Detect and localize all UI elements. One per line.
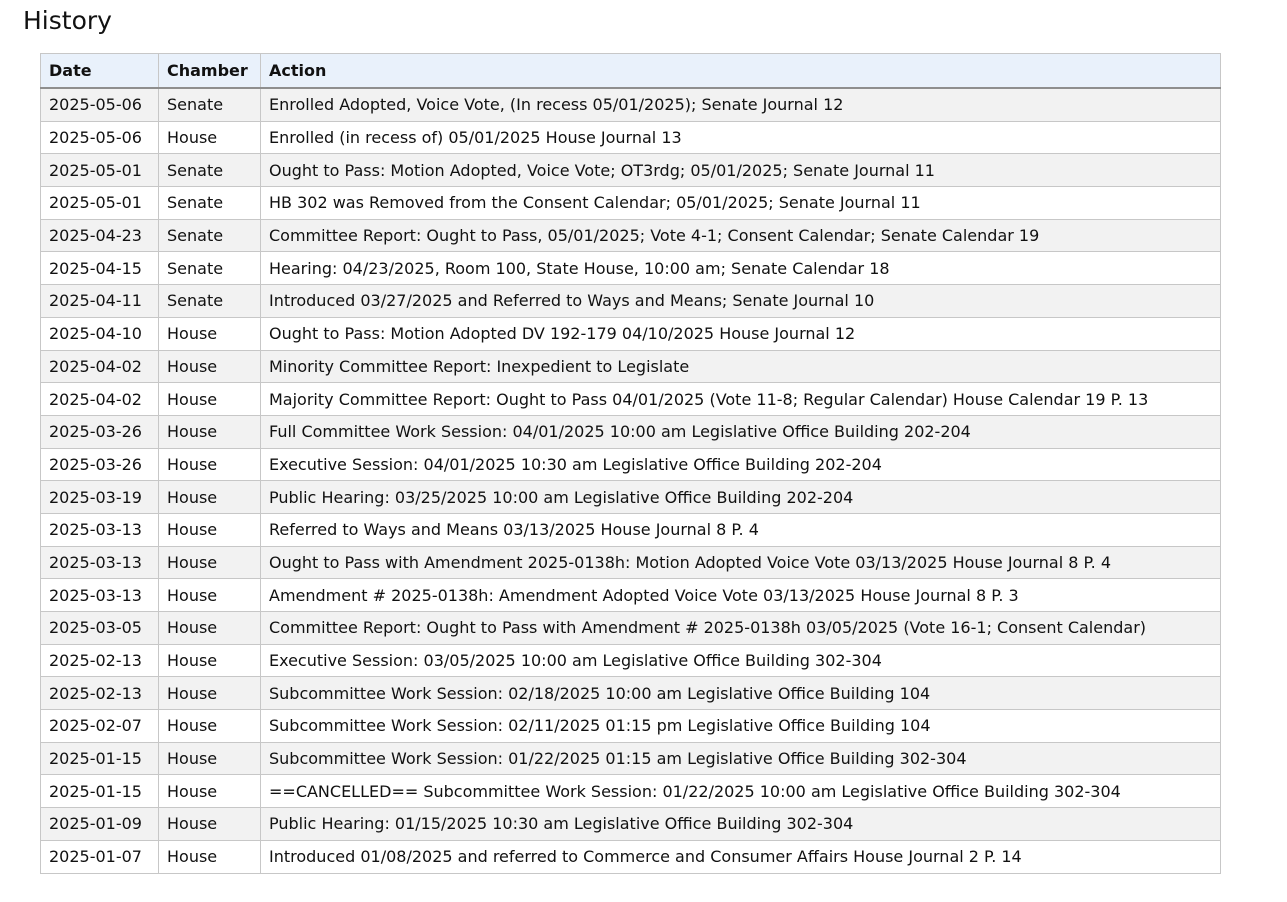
chamber-cell: House	[159, 481, 261, 514]
chamber-cell: House	[159, 546, 261, 579]
date-cell: 2025-01-09	[41, 808, 159, 841]
table-row	[41, 350, 1221, 383]
date-cell: 2025-03-05	[41, 612, 159, 645]
action-cell: Committee Report: Ought to Pass, 05/01/2025; Vote 4-1; Consent Calendar; Senate Calendar 19	[261, 219, 1221, 252]
date-cell: 2025-04-10	[41, 317, 159, 350]
table-header-row	[41, 54, 1221, 89]
table-row	[41, 775, 1221, 808]
page-title: History	[23, 6, 112, 35]
action-cell: Enrolled Adopted, Voice Vote, (In recess 05/01/2025); Senate Journal 12	[261, 88, 1221, 121]
table-row	[41, 546, 1221, 579]
date-cell: 2025-03-13	[41, 513, 159, 546]
date-cell: 2025-02-13	[41, 677, 159, 710]
chamber-cell: House	[159, 383, 261, 416]
table-row	[41, 677, 1221, 710]
chamber-cell: House	[159, 317, 261, 350]
date-cell: 2025-03-26	[41, 415, 159, 448]
date-cell: 2025-02-13	[41, 644, 159, 677]
table-row	[41, 808, 1221, 841]
action-cell: Subcommittee Work Session: 01/22/2025 01:15 am Legislative Office Building 302-304	[261, 742, 1221, 775]
table-row	[41, 154, 1221, 187]
chamber-cell: House	[159, 579, 261, 612]
action-cell: Public Hearing: 03/25/2025 10:00 am Legislative Office Building 202-204	[261, 481, 1221, 514]
action-cell: Minority Committee Report: Inexpedient to Legislate	[261, 350, 1221, 383]
date-cell: 2025-03-13	[41, 546, 159, 579]
action-cell: Executive Session: 04/01/2025 10:30 am Legislative Office Building 202-204	[261, 448, 1221, 481]
chamber-cell: Senate	[159, 285, 261, 318]
action-cell: Introduced 03/27/2025 and Referred to Ways and Means; Senate Journal 10	[261, 285, 1221, 318]
action-cell: Enrolled (in recess of) 05/01/2025 House Journal 13	[261, 121, 1221, 154]
action-cell: Subcommittee Work Session: 02/18/2025 10:00 am Legislative Office Building 104	[261, 677, 1221, 710]
date-cell: 2025-01-15	[41, 742, 159, 775]
table-row	[41, 317, 1221, 350]
chamber-cell: House	[159, 644, 261, 677]
table-row	[41, 187, 1221, 220]
table-row	[41, 644, 1221, 677]
action-cell: HB 302 was Removed from the Consent Calendar; 05/01/2025; Senate Journal 11	[261, 187, 1221, 220]
action-cell: Ought to Pass: Motion Adopted, Voice Vote; OT3rdg; 05/01/2025; Senate Journal 11	[261, 154, 1221, 187]
chamber-cell: House	[159, 612, 261, 645]
column-header-date: Date	[41, 54, 159, 89]
table-row	[41, 513, 1221, 546]
chamber-cell: House	[159, 840, 261, 873]
table-row	[41, 285, 1221, 318]
column-header-action: Action	[261, 54, 1221, 89]
date-cell: 2025-04-11	[41, 285, 159, 318]
table-row	[41, 121, 1221, 154]
date-cell: 2025-01-15	[41, 775, 159, 808]
date-cell: 2025-04-02	[41, 350, 159, 383]
table-row	[41, 252, 1221, 285]
table-row	[41, 612, 1221, 645]
table-row	[41, 448, 1221, 481]
table-row	[41, 840, 1221, 873]
date-cell: 2025-04-02	[41, 383, 159, 416]
chamber-cell: House	[159, 448, 261, 481]
action-cell: Ought to Pass with Amendment 2025-0138h: Motion Adopted Voice Vote 03/13/2025 House Journal 8 P. 4	[261, 546, 1221, 579]
action-cell: Subcommittee Work Session: 02/11/2025 01:15 pm Legislative Office Building 104	[261, 710, 1221, 743]
table-row	[41, 88, 1221, 121]
action-cell: Hearing: 04/23/2025, Room 100, State House, 10:00 am; Senate Calendar 18	[261, 252, 1221, 285]
table-row	[41, 579, 1221, 612]
action-cell: Full Committee Work Session: 04/01/2025 10:00 am Legislative Office Building 202-204	[261, 415, 1221, 448]
column-header-chamber: Chamber	[159, 54, 261, 89]
table-row	[41, 742, 1221, 775]
action-cell: Ought to Pass: Motion Adopted DV 192-179 04/10/2025 House Journal 12	[261, 317, 1221, 350]
date-cell: 2025-05-01	[41, 187, 159, 220]
table-row	[41, 415, 1221, 448]
action-cell: Committee Report: Ought to Pass with Amendment # 2025-0138h 03/05/2025 (Vote 16-1; Consent Calendar)	[261, 612, 1221, 645]
table-row	[41, 383, 1221, 416]
history-table-body	[41, 88, 1221, 873]
chamber-cell: Senate	[159, 154, 261, 187]
date-cell: 2025-05-06	[41, 88, 159, 121]
action-cell: ==CANCELLED== Subcommittee Work Session: 01/22/2025 10:00 am Legislative Office Building 302-304	[261, 775, 1221, 808]
chamber-cell: House	[159, 121, 261, 154]
chamber-cell: Senate	[159, 252, 261, 285]
history-table	[40, 53, 1221, 874]
table-row	[41, 481, 1221, 514]
action-cell: Public Hearing: 01/15/2025 10:30 am Legislative Office Building 302-304	[261, 808, 1221, 841]
table-row	[41, 219, 1221, 252]
chamber-cell: House	[159, 775, 261, 808]
action-cell: Executive Session: 03/05/2025 10:00 am Legislative Office Building 302-304	[261, 644, 1221, 677]
date-cell: 2025-03-19	[41, 481, 159, 514]
action-cell: Referred to Ways and Means 03/13/2025 House Journal 8 P. 4	[261, 513, 1221, 546]
chamber-cell: Senate	[159, 187, 261, 220]
action-cell: Amendment # 2025-0138h: Amendment Adopted Voice Vote 03/13/2025 House Journal 8 P. 3	[261, 579, 1221, 612]
chamber-cell: Senate	[159, 88, 261, 121]
chamber-cell: Senate	[159, 219, 261, 252]
chamber-cell: House	[159, 415, 261, 448]
date-cell: 2025-03-26	[41, 448, 159, 481]
date-cell: 2025-04-15	[41, 252, 159, 285]
action-cell: Introduced 01/08/2025 and referred to Commerce and Consumer Affairs House Journal 2 P. 14	[261, 840, 1221, 873]
chamber-cell: House	[159, 677, 261, 710]
date-cell: 2025-02-07	[41, 710, 159, 743]
chamber-cell: House	[159, 710, 261, 743]
date-cell: 2025-01-07	[41, 840, 159, 873]
chamber-cell: House	[159, 513, 261, 546]
chamber-cell: House	[159, 742, 261, 775]
table-row	[41, 710, 1221, 743]
date-cell: 2025-05-06	[41, 121, 159, 154]
date-cell: 2025-03-13	[41, 579, 159, 612]
chamber-cell: House	[159, 350, 261, 383]
date-cell: 2025-04-23	[41, 219, 159, 252]
chamber-cell: House	[159, 808, 261, 841]
date-cell: 2025-05-01	[41, 154, 159, 187]
action-cell: Majority Committee Report: Ought to Pass 04/01/2025 (Vote 11-8; Regular Calendar) House Calendar 19 P. 13	[261, 383, 1221, 416]
